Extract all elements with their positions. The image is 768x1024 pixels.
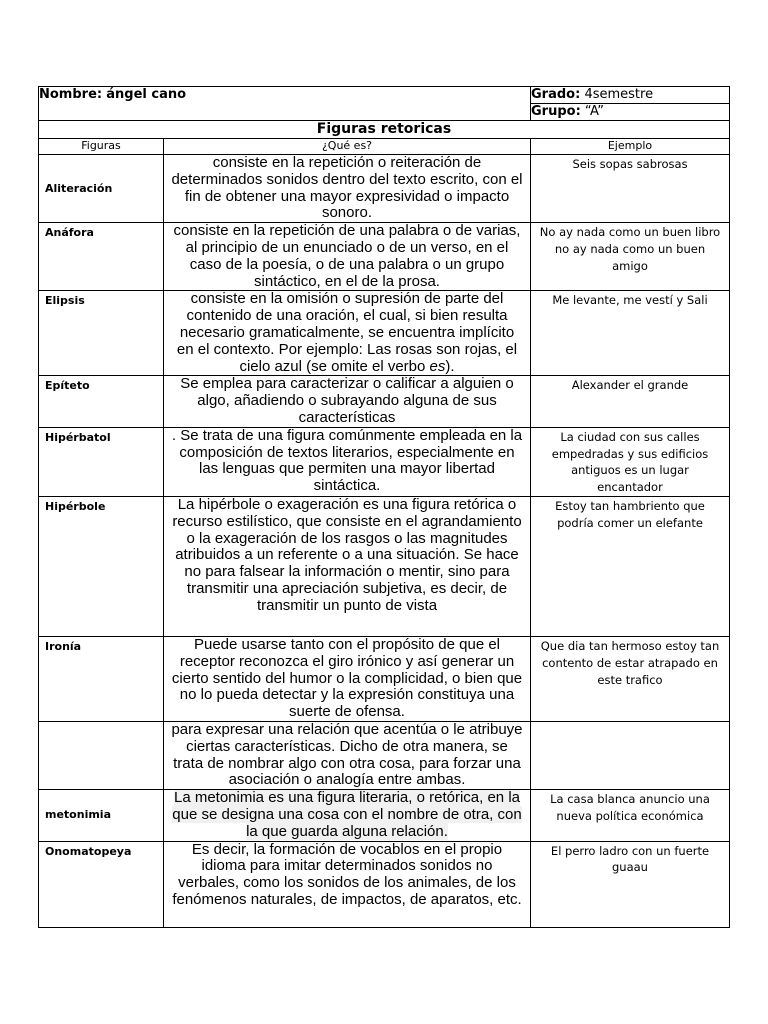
figura-definition: . Se trata de una figura comúnmente empleada en la composición de textos literarios, especialmente en las lenguas que permiten una mayor libertad sintáctica. — [164, 427, 531, 496]
nombre-value: ángel cano — [106, 87, 187, 102]
figura-name: Aliteración — [39, 155, 164, 223]
figura-name: Elipsis — [39, 291, 164, 376]
definition-emphasis: es — [429, 357, 446, 375]
definition-text-end: ). — [445, 357, 455, 375]
definition-text: consiste en la omisión o supresión de parte del contenido de una oración, el cual, si bien resulta necesario gramaticalmente, se encuentra implícito en el contexto. Por ejemplo: Las rosas son rojas, el cielo azul (se omite el verbo — [176, 290, 518, 375]
table-row-unnamed — [39, 721, 730, 789]
figura-example: Alexander el grande — [531, 376, 730, 427]
figura-name: Hipérbatol — [39, 427, 164, 496]
figuras-retoricas-table — [38, 86, 730, 928]
figura-definition — [164, 790, 531, 841]
figura-example: Seis sopas sabrosas — [531, 155, 730, 223]
table-row-ironia — [39, 636, 730, 721]
grupo-label: Grupo: — [531, 104, 581, 119]
table-row-anafora — [39, 223, 730, 291]
figura-definition: Es decir, la formación de vocablos en el propio idioma para imitar determinados sonidos no verbales, como los sonidos de los animales, de los fenómenos naturales, de impactos, de aparatos, etc. — [164, 841, 531, 927]
figura-name — [39, 721, 164, 789]
table-row-hiperbaton — [39, 427, 730, 496]
table-row-elipsis — [39, 291, 730, 376]
column-header-que-es: ¿Qué es? — [164, 139, 531, 155]
grupo-value: “A” — [584, 104, 605, 119]
table-row-hiperbole — [39, 496, 730, 636]
figura-definition: consiste en la repetición de una palabra o de varias, al principio de un enunciado o de un verso, en el caso de la poesía, o de una palabra o un grupo sintáctico, en el de la prosa. — [164, 223, 531, 291]
figura-example: El perro ladro con un fuerte guaau — [531, 841, 730, 927]
table-row-onomatopeya — [39, 841, 730, 927]
nombre-cell — [39, 87, 531, 121]
figura-example: La casa blanca anuncio una nueva política económica — [531, 790, 730, 841]
figura-name: Epíteto — [39, 376, 164, 427]
grado-value: 4semestre — [584, 87, 654, 102]
figura-name: Hipérbole — [39, 496, 164, 636]
figura-example: Me levante, me vestí y Sali — [531, 291, 730, 376]
nombre-label: Nombre: — [39, 87, 103, 102]
figura-definition: La hipérbole o exageración es una figura retórica o recurso estilístico, que consiste en el agrandamiento o la exageración de los rasgos o las magnitudes atribuidos a un referente o a una situación. Se hace no para falsear la información o mentir, sino para transmitir una apreciación subjetiva, es decir, de transmitir un punto de vista — [164, 496, 531, 636]
figura-name: Anáfora — [39, 223, 164, 291]
figura-definition: para expresar una relación que acentúa o le atribuye ciertas características. Dicho de otra manera, se trata de nombrar algo con otra cosa, para forzar una asociación o analogía entre ambas. — [164, 721, 531, 789]
figura-example: No ay nada como un buen libro no ay nada como un buen amigo — [531, 223, 730, 291]
table-row-epiteto — [39, 376, 730, 427]
figura-example — [531, 721, 730, 789]
definition-text: La metonimia es una figura literaria, o retórica, en la que se designa una cosa con el nombre de otra, con la que guarda alguna relación. — [172, 789, 522, 840]
figura-name: Ironía — [39, 636, 164, 721]
figura-example: Que dia tan hermoso estoy tan contento de estar atrapado en este trafico — [531, 636, 730, 721]
column-header-ejemplo: Ejemplo — [531, 139, 730, 155]
figura-definition: consiste en la repetición o reiteración de determinados sonidos dentro del texto escrito, con el fin de obtener una mayor expresividad o impacto sonoro. — [164, 155, 531, 223]
figura-definition — [164, 291, 531, 376]
figura-name: Onomatopeya — [39, 841, 164, 927]
figura-example: La ciudad con sus calles empedradas y sus edificios antiguos es un lugar encantador — [531, 427, 730, 496]
figura-definition: Puede usarse tanto con el propósito de que el receptor reconozca el giro irónico y así generar un cierto sentido del humor o la complicidad, o bien que no lo pueda detectar y la expresión constituya una suerte de ofensa. — [164, 636, 531, 721]
column-header-figuras: Figuras — [39, 139, 164, 155]
table-title: Figuras retoricas — [39, 121, 730, 139]
table-row-aliteracion — [39, 155, 730, 223]
figura-name: metonimia — [39, 790, 164, 841]
grupo-cell — [531, 104, 730, 121]
grado-cell — [531, 87, 730, 104]
grado-label: Grado: — [531, 87, 581, 102]
figura-definition: Se emplea para caracterizar o calificar a alguien o algo, añadiendo o subrayando alguna de sus características — [164, 376, 531, 427]
figura-example: Estoy tan hambriento que podría comer un elefante — [531, 496, 730, 636]
table-row-metonimia — [39, 790, 730, 841]
